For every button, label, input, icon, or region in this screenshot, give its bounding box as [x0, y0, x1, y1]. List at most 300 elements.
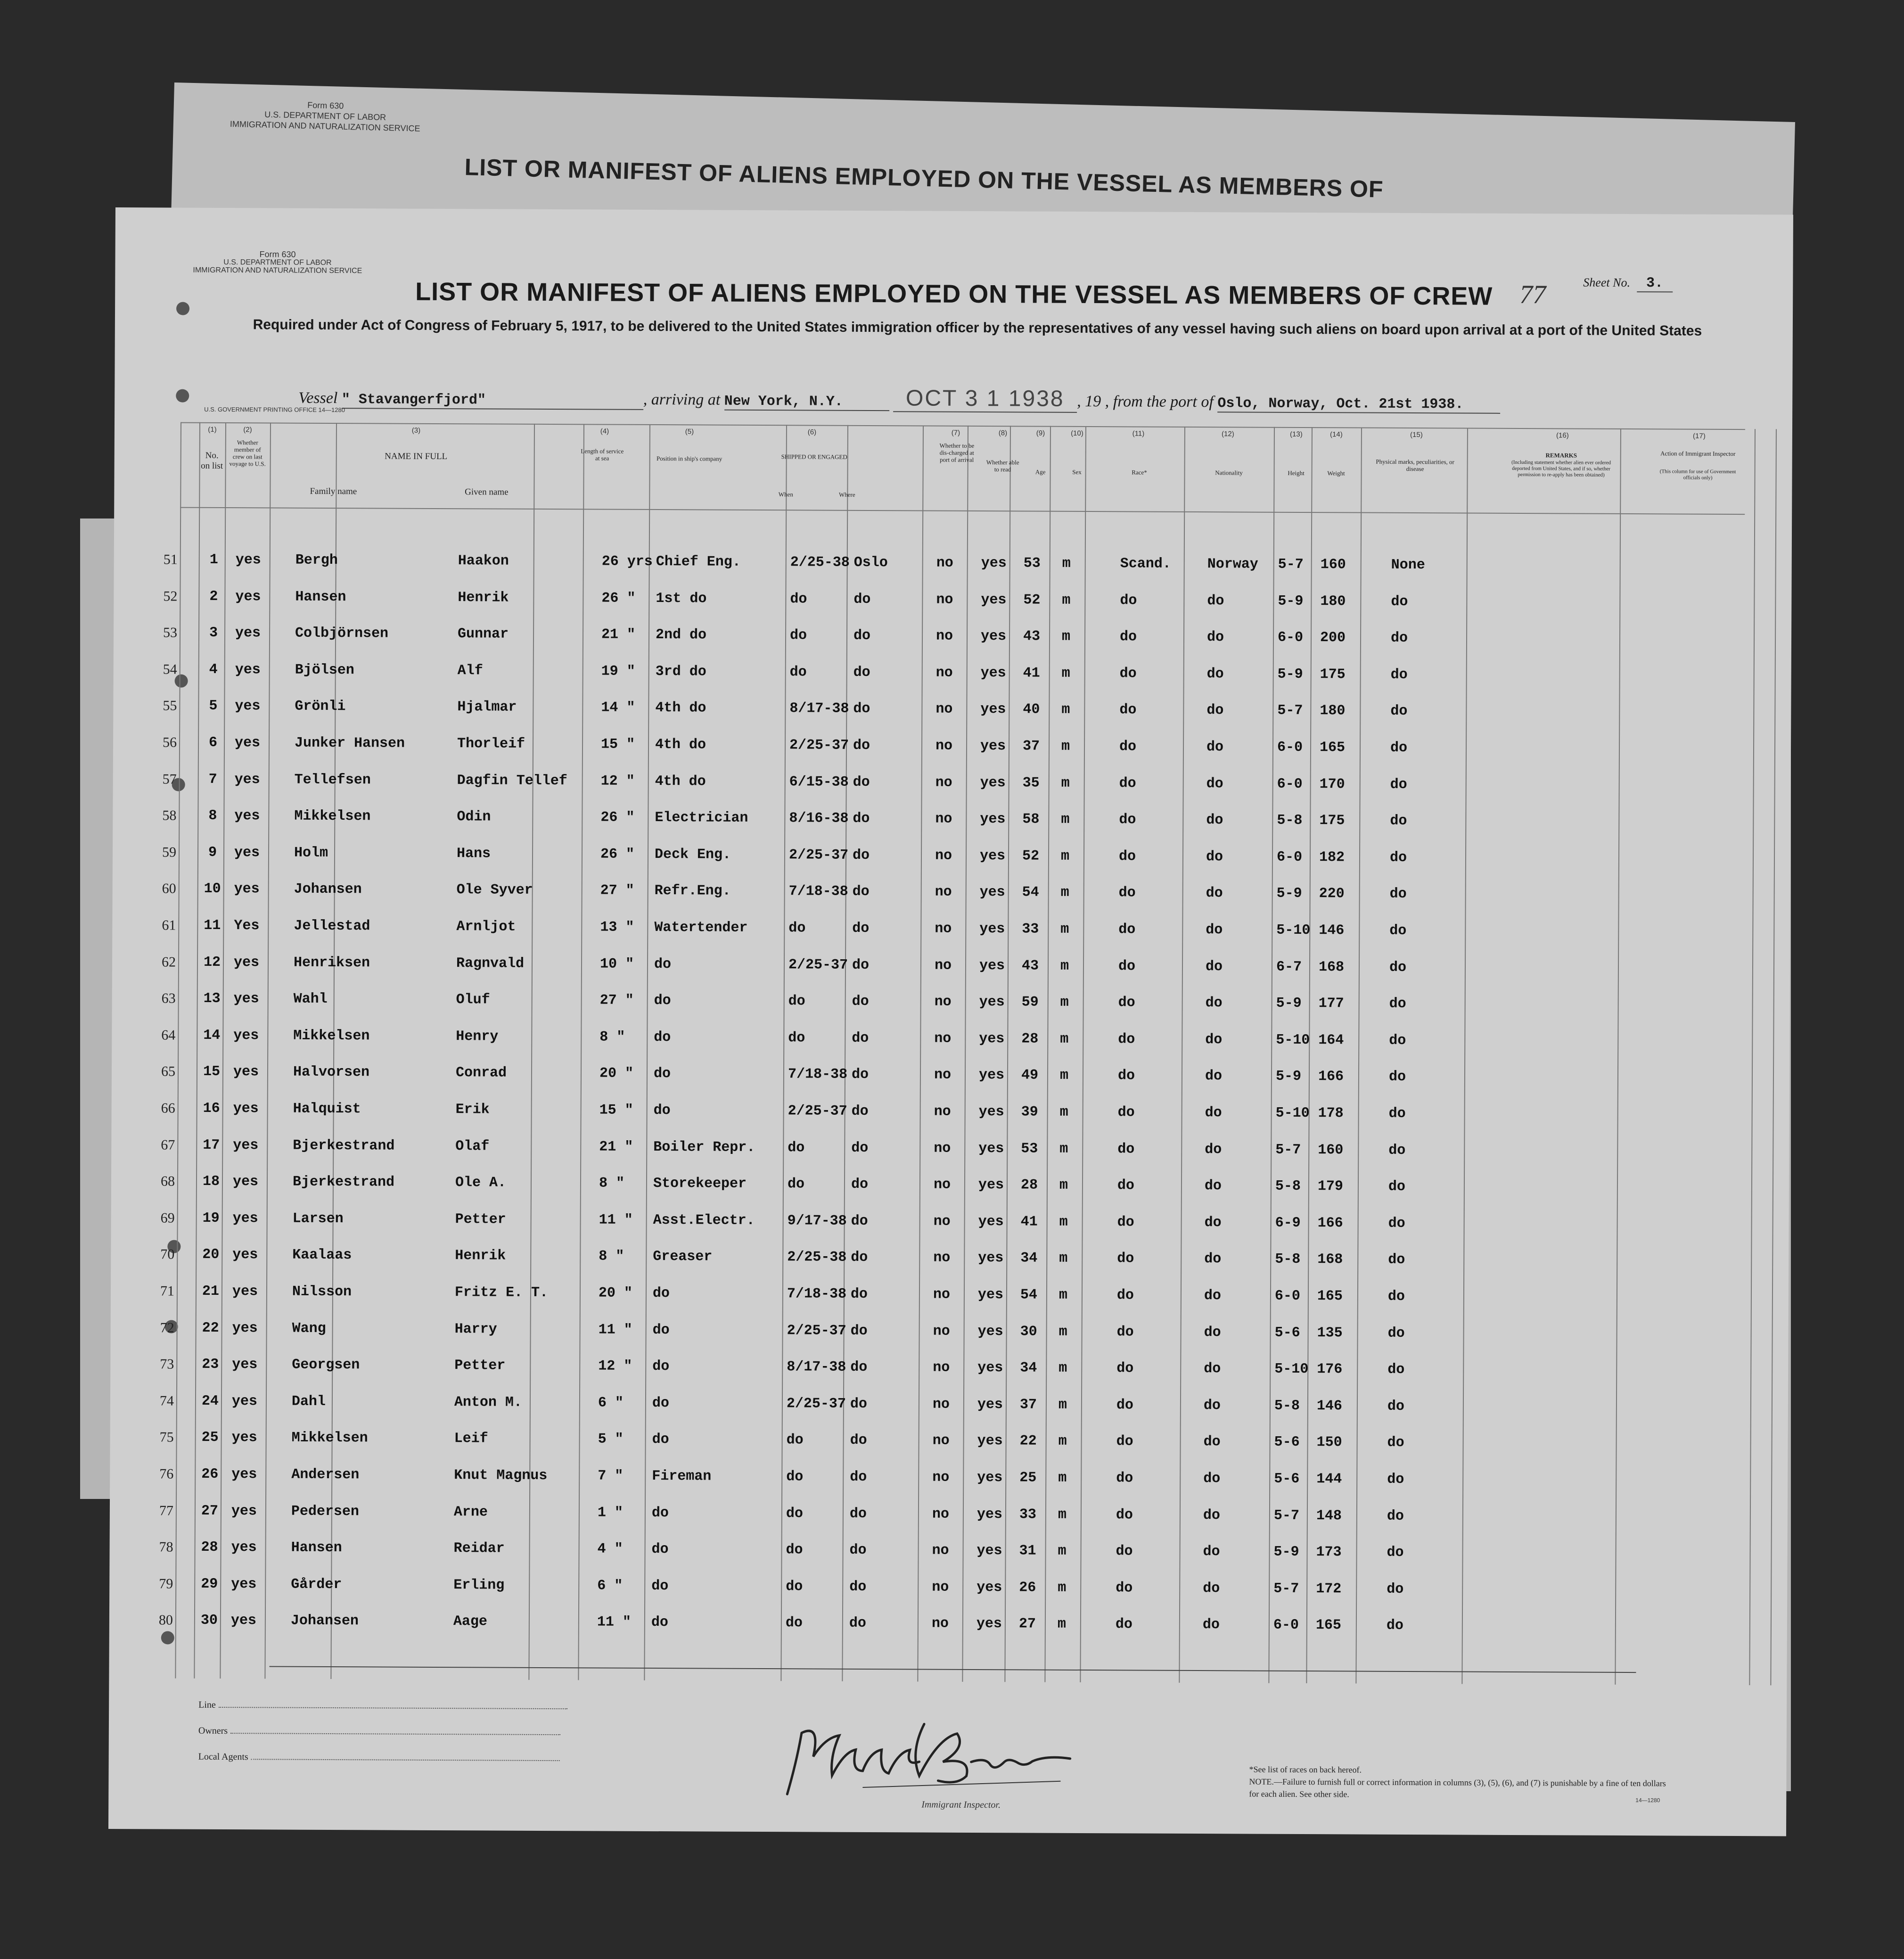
cell-where: do: [849, 1506, 867, 1522]
cell-able-to-read: yes: [980, 775, 1006, 791]
cell-age: 33: [1022, 921, 1039, 938]
line-number: 53: [163, 625, 178, 641]
cell-physical-marks: do: [1389, 922, 1407, 939]
line-label: Line: [198, 1699, 216, 1710]
cell-nationality: do: [1204, 1178, 1222, 1194]
cell-age: 26: [1019, 1580, 1036, 1596]
cell-given-name: Henrik: [458, 590, 509, 606]
cell-family-name: Georgsen: [292, 1357, 360, 1374]
date-stamp: OCT 3 1 1938: [905, 386, 1065, 412]
cell-no: 29: [201, 1576, 218, 1592]
cell-able-to-read: yes: [977, 1506, 1003, 1523]
cell-discharged: no: [934, 1067, 952, 1083]
cell-height: 5-8: [1275, 1251, 1301, 1268]
line-number: 79: [159, 1576, 173, 1592]
cell-sex: m: [1060, 994, 1069, 1011]
column-rule: [220, 422, 226, 1679]
header-race: Race*: [1132, 469, 1147, 476]
cell-last-voyage: yes: [232, 1284, 258, 1300]
header-where: Where: [838, 491, 855, 498]
cell-position: do: [651, 1578, 669, 1595]
cell-family-name: Halvorsen: [293, 1064, 370, 1081]
cell-discharged: no: [934, 957, 952, 974]
cell-discharged: no: [932, 1469, 950, 1486]
cell-height: 5-7: [1278, 556, 1304, 573]
cell-physical-marks: do: [1388, 1178, 1406, 1195]
cell-service: 6 ": [598, 1395, 624, 1411]
cell-no: 13: [203, 990, 221, 1007]
cell-weight: 177: [1318, 996, 1344, 1012]
cell-age: 28: [1021, 1031, 1039, 1047]
colnum-15: (15): [1410, 430, 1423, 439]
cell-family-name: Bjerkestrand: [292, 1174, 395, 1191]
column-rule: [1355, 428, 1362, 1684]
cell-last-voyage: yes: [234, 845, 260, 861]
cell-service: 11 ": [597, 1614, 632, 1630]
line-number: 75: [159, 1429, 174, 1445]
cell-given-name: Odin: [457, 809, 491, 825]
cell-nationality: do: [1205, 1142, 1222, 1158]
sheet-number: [1583, 275, 1673, 292]
cell-weight: 146: [1319, 922, 1345, 939]
line-number: 77: [159, 1503, 174, 1519]
cell-given-name: Reidar: [453, 1540, 505, 1557]
line-number: 59: [162, 844, 177, 860]
cell-family-name: Tellefsen: [294, 772, 371, 789]
cell-where: do: [852, 957, 870, 973]
cell-when: do: [786, 1542, 803, 1558]
cell-able-to-read: yes: [979, 884, 1005, 901]
cell-height: 5-9: [1276, 995, 1302, 1012]
cell-height: 5-10: [1274, 1361, 1309, 1378]
cell-position: Refr.Eng.: [654, 883, 731, 899]
cell-race: do: [1116, 1580, 1133, 1597]
cell-able-to-read: yes: [976, 1616, 1002, 1632]
races-note: *See list of races on back hereof.: [1249, 1764, 1362, 1775]
cell-last-voyage: yes: [235, 698, 261, 715]
cell-family-name: Colbjörnsen: [295, 625, 389, 642]
cell-where: do: [851, 1140, 869, 1156]
column-rule: [578, 424, 584, 1680]
cell-sex: m: [1059, 1177, 1068, 1194]
cell-no: 6: [208, 734, 218, 751]
cell-service: 8 ": [599, 1029, 625, 1045]
cell-given-name: Oluf: [456, 992, 490, 1008]
cell-race: do: [1119, 702, 1137, 718]
header-length-of-service: Length of service at sea: [581, 447, 624, 462]
cell-discharged: no: [932, 1432, 950, 1449]
cell-discharged: no: [935, 884, 952, 900]
punch-hole: [176, 389, 189, 403]
cell-family-name: Pedersen: [291, 1503, 360, 1520]
cell-service: 10 ": [599, 956, 634, 972]
handwritten-number: 77: [1519, 280, 1546, 310]
cell-last-voyage: yes: [235, 662, 261, 678]
cell-age: 52: [1022, 848, 1040, 864]
colnum-10: (10): [1071, 429, 1083, 437]
header-age: Age: [1035, 468, 1046, 476]
cell-given-name: Petter: [454, 1358, 506, 1374]
line-number: 73: [160, 1356, 174, 1372]
header-height: Height: [1288, 469, 1305, 477]
cell-given-name: Harry: [454, 1321, 497, 1338]
cell-family-name: Nilsson: [292, 1284, 352, 1301]
cell-given-name: Ole Syver: [456, 882, 533, 898]
cell-race: do: [1119, 775, 1136, 792]
cell-age: 41: [1023, 665, 1040, 682]
back-form-id: [230, 98, 421, 134]
cell-discharged: no: [936, 665, 953, 681]
cell-discharged: no: [934, 1140, 951, 1157]
cell-service: 26 yrs: [601, 553, 653, 570]
cell-given-name: Fritz E. T.: [454, 1284, 549, 1301]
cell-weight: 175: [1320, 667, 1346, 683]
cell-last-voyage: yes: [231, 1539, 257, 1556]
cell-physical-marks: do: [1390, 740, 1408, 756]
cell-height: 5-7: [1273, 1507, 1300, 1524]
cell-race: do: [1117, 1068, 1135, 1084]
cell-no: 22: [202, 1320, 219, 1336]
cell-sex: m: [1059, 1250, 1068, 1267]
cell-no: 17: [203, 1137, 220, 1153]
cell-service: 8 ": [599, 1175, 625, 1192]
owners-label: Owners: [198, 1725, 228, 1737]
cell-given-name: Petter: [455, 1211, 506, 1228]
column-rule: [1770, 429, 1777, 1685]
cell-last-voyage: yes: [233, 991, 259, 1007]
cell-where: do: [852, 883, 870, 900]
cell-family-name: Wang: [292, 1320, 326, 1337]
cell-nationality: do: [1206, 702, 1224, 719]
cell-position: do: [652, 1395, 670, 1412]
cell-height: 6-0: [1277, 629, 1304, 646]
header-given-name: Given name: [465, 487, 509, 497]
column-rule: [1615, 428, 1621, 1685]
cell-physical-marks: do: [1387, 1325, 1405, 1342]
cell-when: 8/16-38: [789, 810, 849, 827]
cell-family-name: Wahl: [293, 991, 328, 1007]
cell-position: do: [652, 1431, 669, 1448]
cell-given-name: Haakon: [458, 553, 509, 569]
cell-height: 5-6: [1274, 1471, 1300, 1487]
cell-last-voyage: yes: [230, 1613, 257, 1629]
cell-able-to-read: yes: [977, 1580, 1002, 1596]
cell-physical-marks: do: [1387, 1288, 1405, 1305]
cell-able-to-read: yes: [977, 1324, 1003, 1340]
cell-height: 5-9: [1273, 1544, 1299, 1560]
cell-no: 18: [202, 1173, 220, 1190]
cell-able-to-read: yes: [978, 1250, 1004, 1267]
cell-nationality: do: [1202, 1617, 1220, 1633]
cell-age: 34: [1020, 1250, 1038, 1267]
cell-given-name: Ole A.: [455, 1175, 507, 1191]
cell-discharged: no: [933, 1323, 950, 1340]
cell-able-to-read: yes: [978, 1141, 1004, 1157]
cell-sex: m: [1060, 958, 1069, 974]
cell-service: 4 ": [597, 1541, 623, 1557]
line-number: 65: [161, 1063, 176, 1079]
cell-physical-marks: do: [1387, 1581, 1404, 1597]
cell-height: 5-6: [1274, 1434, 1300, 1450]
cell-race: do: [1116, 1543, 1133, 1560]
cell-weight: 165: [1319, 740, 1346, 756]
cell-position: Greaser: [653, 1248, 713, 1265]
cell-position: Storekeeper: [653, 1175, 747, 1192]
cell-when: 2/25-37: [789, 737, 849, 754]
cell-able-to-read: yes: [978, 1067, 1005, 1084]
cell-no: 24: [201, 1393, 219, 1409]
colnum-4: (4): [600, 427, 609, 436]
cell-sex: m: [1059, 1067, 1069, 1084]
arriving-label: , arriving at: [643, 390, 721, 409]
cell-last-voyage: Yes: [234, 918, 260, 934]
cell-position: 4th do: [655, 700, 706, 716]
cell-last-voyage: yes: [231, 1576, 257, 1593]
cell-position: Boiler Repr.: [653, 1139, 755, 1156]
line-number: 64: [161, 1027, 176, 1043]
cell-sex: m: [1059, 1141, 1068, 1157]
cell-weight: 165: [1315, 1617, 1341, 1634]
line-number: 52: [163, 588, 178, 604]
cell-physical-marks: do: [1388, 1069, 1406, 1085]
cell-service: 21 ": [599, 1139, 633, 1155]
cell-nationality: do: [1206, 885, 1223, 902]
cell-family-name: Gårder: [291, 1576, 342, 1593]
cell-weight: 166: [1317, 1215, 1343, 1232]
cell-no: 1: [209, 551, 218, 568]
cell-nationality: do: [1204, 1325, 1221, 1341]
cell-family-name: Bjerkestrand: [293, 1137, 395, 1154]
colnum-8: (8): [998, 429, 1008, 437]
cell-given-name: Aage: [453, 1613, 488, 1630]
header-physical-marks: Physical marks, peculiarities, or disease: [1376, 458, 1454, 473]
cell-age: 39: [1021, 1104, 1038, 1120]
cell-no: 8: [208, 807, 217, 824]
cell-nationality: do: [1203, 1507, 1221, 1524]
column-rule: [1080, 426, 1086, 1682]
cell-physical-marks: do: [1387, 1544, 1404, 1561]
department: U.S. DEPARTMENT OF LABOR: [223, 258, 332, 267]
line-number: 54: [163, 661, 177, 677]
print-code: 14—1280: [1635, 1797, 1660, 1804]
cell-physical-marks: do: [1387, 1434, 1404, 1451]
column-rule: [175, 422, 181, 1679]
cell-weight: 165: [1317, 1288, 1343, 1305]
service: IMMIGRATION AND NATURALIZATION SERVICE: [193, 266, 362, 275]
header-sex: Sex: [1072, 468, 1082, 476]
cell-when: do: [788, 1030, 805, 1046]
penalty-note: NOTE.—Failure to furnish full or correct information in columns (3), (5), (6), and (7) is punishable by a fine of ten dollars for each alien. See other side.: [1249, 1777, 1666, 1799]
cell-sex: m: [1059, 1104, 1068, 1120]
cell-sex: m: [1060, 1031, 1069, 1047]
cell-no: 21: [202, 1283, 220, 1300]
cell-last-voyage: yes: [232, 1174, 259, 1190]
cell-physical-marks: do: [1389, 959, 1407, 976]
cell-discharged: no: [932, 1579, 949, 1596]
cell-family-name: Bjölsen: [295, 662, 354, 679]
colnum-2: (2): [243, 426, 252, 434]
cell-able-to-read: yes: [981, 555, 1007, 572]
header-remarks: REMARKS: [1545, 452, 1577, 459]
cell-when: do: [788, 920, 806, 937]
cell-discharged: no: [932, 1542, 949, 1559]
form-id: [193, 250, 362, 275]
cell-sex: m: [1061, 775, 1070, 791]
cell-race: do: [1118, 848, 1136, 865]
cell-family-name: Henriksen: [293, 955, 370, 971]
cell-nationality: do: [1203, 1398, 1221, 1414]
cell-discharged: no: [935, 738, 953, 754]
cell-service: 6 ": [597, 1578, 623, 1594]
cell-physical-marks: do: [1388, 1215, 1405, 1232]
line-number: 74: [159, 1393, 174, 1409]
inspector-signature: [768, 1704, 1080, 1800]
cell-where: Oslo: [854, 554, 888, 571]
cell-height: 5-7: [1275, 1142, 1301, 1158]
header-family-name: Family name: [310, 486, 357, 497]
cell-age: 33: [1019, 1506, 1037, 1523]
cell-no: 7: [208, 771, 217, 788]
column-rule: [528, 424, 535, 1680]
line-number: 76: [159, 1466, 174, 1482]
column-rule: [644, 424, 650, 1680]
cell-sex: m: [1058, 1543, 1067, 1559]
cell-able-to-read: yes: [980, 738, 1006, 755]
cell-service: 15 ": [599, 1102, 633, 1119]
back-service: IMMIGRATION AND NATURALIZATION SERVICE: [230, 119, 420, 133]
cell-sex: m: [1058, 1470, 1067, 1486]
cell-where: do: [854, 591, 871, 608]
cell-discharged: no: [932, 1506, 950, 1523]
cell-height: 5-10: [1276, 922, 1311, 939]
cell-where: do: [850, 1432, 867, 1449]
cell-sex: m: [1058, 1506, 1067, 1523]
line-number: 62: [161, 954, 176, 970]
cell-last-voyage: yes: [233, 1137, 259, 1154]
cell-when: 2/25-37: [787, 1323, 846, 1339]
cell-able-to-read: yes: [977, 1397, 1003, 1413]
cell-age: 58: [1022, 811, 1040, 828]
cell-where: do: [853, 774, 870, 790]
header-action-note: (This column for use of Government officials only): [1659, 469, 1736, 481]
cell-age: 43: [1023, 628, 1041, 645]
cell-given-name: Erik: [455, 1102, 490, 1118]
cell-service: 11 ": [598, 1322, 632, 1338]
cell-family-name: Larsen: [292, 1210, 344, 1227]
line-number: 69: [160, 1210, 175, 1226]
cell-sex: m: [1061, 811, 1070, 828]
cell-able-to-read: yes: [980, 811, 1006, 828]
cell-able-to-read: yes: [980, 701, 1006, 718]
cell-sex: m: [1059, 1214, 1068, 1230]
vessel-label: Vessel: [298, 389, 338, 407]
cell-position: do: [653, 1102, 671, 1119]
cell-family-name: Johansen: [290, 1613, 359, 1630]
cell-able-to-read: yes: [979, 848, 1006, 864]
cell-given-name: Hans: [456, 846, 491, 862]
cell-given-name: Ragnvald: [456, 955, 525, 972]
cell-sex: m: [1059, 1324, 1067, 1340]
line-number: 72: [160, 1320, 174, 1336]
cell-weight: 172: [1316, 1581, 1342, 1597]
colnum-1: (1): [208, 425, 217, 434]
cell-age: 52: [1023, 592, 1041, 609]
cell-position: do: [652, 1358, 670, 1375]
printing-office: U.S. GOVERNMENT PRINTING OFFICE 14—1280: [204, 405, 345, 414]
cell-sex: m: [1059, 1287, 1068, 1303]
cell-discharged: no: [933, 1177, 951, 1193]
vessel-line: [298, 383, 1500, 415]
cell-service: 13 ": [600, 919, 634, 936]
cell-sex: m: [1062, 555, 1071, 572]
header-position: Position in ship's company: [657, 455, 722, 462]
cell-last-voyage: yes: [235, 625, 261, 642]
cell-race: do: [1119, 812, 1136, 828]
cell-nationality: do: [1203, 1580, 1220, 1597]
cell-sex: m: [1062, 592, 1071, 609]
cell-age: 28: [1020, 1177, 1038, 1194]
cell-where: do: [849, 1542, 867, 1558]
cell-when: 7/18-38: [788, 883, 848, 900]
cell-physical-marks: do: [1387, 1398, 1405, 1415]
cell-height: 5-10: [1276, 1032, 1310, 1049]
cell-nationality: do: [1206, 739, 1224, 756]
cell-sex: m: [1060, 884, 1069, 901]
cell-last-voyage: yes: [231, 1430, 257, 1446]
cell-discharged: no: [935, 921, 952, 937]
cell-weight: 144: [1316, 1471, 1342, 1488]
cell-discharged: no: [934, 994, 952, 1010]
cell-able-to-read: yes: [977, 1543, 1002, 1559]
cell-race: do: [1116, 1470, 1133, 1487]
column-rule: [1268, 427, 1275, 1683]
subtitle: Required under Act of Congress of February 5, 1917, to be delivered to the United States immigration officer by the representatives of any vessel having such aliens on board upon arrival at a port of the United States: [253, 317, 1702, 339]
cell-weight: 170: [1319, 776, 1345, 793]
footer-notes: [1249, 1763, 1673, 1802]
cell-no: 15: [203, 1063, 221, 1080]
cell-sex: m: [1061, 701, 1070, 718]
cell-weight: 180: [1320, 703, 1346, 719]
cell-race: do: [1117, 1214, 1134, 1231]
cell-where: do: [852, 993, 869, 1010]
cell-service: 15 ": [600, 736, 635, 753]
cell-last-voyage: yes: [235, 552, 261, 568]
cell-race: do: [1119, 629, 1137, 645]
cell-nationality: do: [1204, 1361, 1221, 1377]
cell-no: 11: [204, 917, 221, 934]
column-rule: [917, 425, 924, 1681]
cell-height: 6-0: [1273, 1617, 1299, 1633]
cell-where: do: [849, 1579, 867, 1595]
cell-sex: m: [1059, 1360, 1067, 1376]
cell-where: do: [851, 1213, 868, 1229]
cell-no: 28: [201, 1539, 218, 1556]
line-number: 57: [162, 771, 177, 787]
cell-sex: m: [1058, 1580, 1067, 1596]
cell-physical-marks: do: [1387, 1361, 1405, 1378]
cell-race: do: [1116, 1397, 1134, 1414]
cell-able-to-read: yes: [980, 665, 1006, 682]
cell-sex: m: [1058, 1397, 1067, 1413]
cell-discharged: no: [935, 774, 952, 791]
cell-weight: 160: [1320, 557, 1346, 573]
cell-where: do: [852, 1030, 869, 1046]
cell-position: do: [654, 993, 671, 1009]
line-number: 63: [161, 990, 176, 1006]
cell-nationality: do: [1205, 959, 1223, 975]
cell-height: 5-8: [1275, 1178, 1301, 1194]
cell-nationality: do: [1206, 776, 1223, 792]
